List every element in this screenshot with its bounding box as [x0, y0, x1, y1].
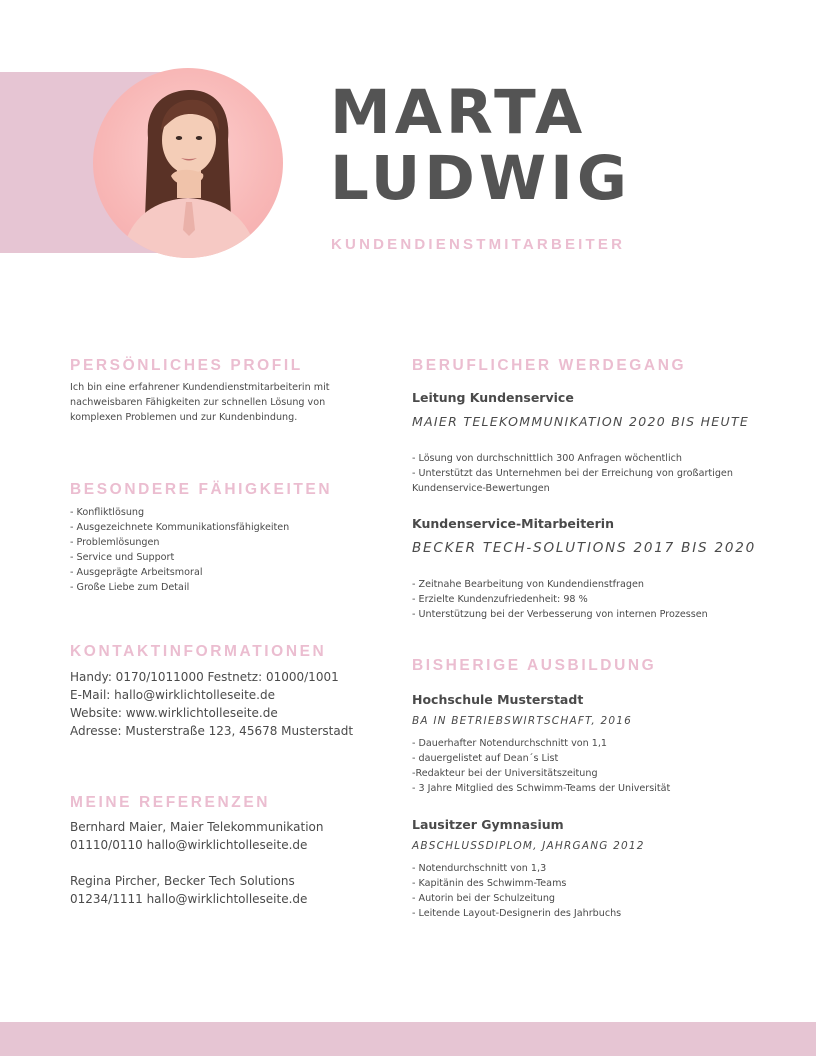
- skill-item: - Service und Support: [70, 552, 175, 563]
- skill-item: - Große Liebe zum Detail: [70, 582, 190, 593]
- school-bullets: [412, 736, 670, 796]
- school-bullet: - Dauerhafter Notendurchschnitt von 1,1: [412, 738, 608, 749]
- school-bullets: [412, 861, 621, 921]
- references-heading: MEINE REFERENZEN: [70, 794, 271, 811]
- job-bullet: - Erzielte Kundenzufriedenheit: 98 %: [412, 594, 588, 605]
- reference-name: Regina Pircher, Becker Tech Solutions: [70, 874, 295, 888]
- school-bullet: - Autorin bei der Schulzeitung: [412, 893, 556, 904]
- reference-name: Bernhard Maier, Maier Telekommunikation: [70, 820, 324, 834]
- job-bullet: - Zeitnahe Bearbeitung von Kundendienstfragen: [412, 579, 644, 590]
- job-bullet: Kundenservice-Bewertungen: [412, 483, 550, 494]
- school-bullet: - Notendurchschnitt von 1,3: [412, 863, 547, 874]
- skills-list: [70, 505, 289, 595]
- reference-item: [70, 872, 307, 908]
- school-degree: ABSCHLUSSDIPLOM, JAHRGANG 2012: [412, 840, 645, 852]
- profile-photo: [93, 68, 283, 258]
- contact-website[interactable]: Website: www.wirklichtolleseite.de: [70, 706, 278, 720]
- portrait-illustration: [93, 68, 283, 258]
- education-heading: BISHERIGE AUSBILDUNG: [412, 657, 657, 674]
- school-bullet: - dauergelistet auf Dean´s List: [412, 753, 559, 764]
- job-bullet: - Unterstützung bei der Verbesserung von internen Prozessen: [412, 609, 708, 620]
- person-name: [330, 77, 631, 214]
- school-name: Hochschule Musterstadt: [412, 692, 584, 707]
- job-bullets: [412, 451, 733, 496]
- school-bullet: -Redakteur bei der Universitätszeitung: [412, 768, 598, 779]
- contact-email[interactable]: E-Mail: hallo@wirklichtolleseite.de: [70, 688, 275, 702]
- skill-item: - Problemlösungen: [70, 537, 160, 548]
- job-title: KUNDENDIENSTMITARBEITER: [331, 236, 626, 253]
- job-company: MAIER TELEKOMMUNIKATION 2020 BIS HEUTE: [412, 414, 750, 429]
- skill-item: - Konfliktlösung: [70, 507, 145, 518]
- profile-line: Ich bin eine erfahrener Kundendienstmitarbeiterin mit: [70, 382, 330, 393]
- profile-line: nachweisbaren Fähigkeiten zur schnellen Lösung von: [70, 397, 326, 408]
- job-bullets: [412, 577, 708, 622]
- contact-phone: Handy: 0170/1011000 Festnetz: 01000/1001: [70, 670, 339, 684]
- school-bullet: - Leitende Layout-Designerin des Jahrbuchs: [412, 908, 622, 919]
- profile-heading: PERSÖNLICHES PROFIL: [70, 357, 303, 374]
- skills-heading: BESONDERE FÄHIGKEITEN: [70, 481, 333, 498]
- skill-item: - Ausgeprägte Arbeitsmoral: [70, 567, 203, 578]
- contact-block: [70, 668, 353, 740]
- school-bullet: - 3 Jahre Mitglied des Schwimm-Teams der Universität: [412, 783, 671, 794]
- first-name: MARTA: [330, 77, 587, 148]
- job-role: Kundenservice-Mitarbeiterin: [412, 516, 614, 531]
- job-bullet: - Lösung von durchschnittlich 300 Anfragen wöchentlich: [412, 453, 682, 464]
- contact-heading: KONTAKTINFORMATIONEN: [70, 643, 327, 660]
- profile-text: [70, 380, 330, 425]
- job-role: Leitung Kundenservice: [412, 390, 574, 405]
- school-name: Lausitzer Gymnasium: [412, 817, 564, 832]
- footer-band: [0, 1022, 816, 1056]
- reference-contact: 01110/0110 hallo@wirklichtolleseite.de: [70, 838, 308, 852]
- job-bullet: - Unterstützt das Unternehmen bei der Erreichung von großartigen: [412, 468, 733, 479]
- last-name: LUDWIG: [330, 143, 631, 214]
- school-degree: BA IN BETRIEBSWIRTSCHAFT, 2016: [412, 715, 633, 727]
- school-bullet: - Kapitänin des Schwimm-Teams: [412, 878, 567, 889]
- profile-line: komplexen Problemen und zur Kundenbindung.: [70, 412, 298, 423]
- job-company: BECKER TECH-SOLUTIONS 2017 BIS 2020: [412, 540, 757, 556]
- contact-address: Adresse: Musterstraße 123, 45678 Musterstadt: [70, 724, 354, 738]
- reference-item: [70, 818, 323, 854]
- experience-heading: BERUFLICHER WERDEGANG: [412, 357, 687, 374]
- reference-contact: 01234/1111 hallo@wirklichtolleseite.de: [70, 892, 308, 906]
- skill-item: - Ausgezeichnete Kommunikationsfähigkeiten: [70, 522, 290, 533]
